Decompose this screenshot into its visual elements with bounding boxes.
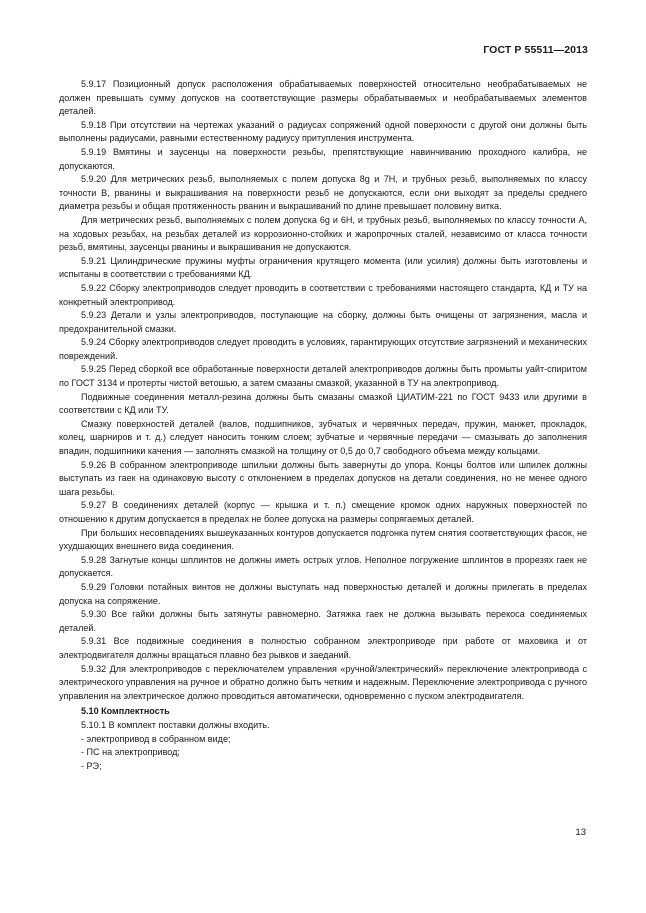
paragraph-5-9-20-cont: Для метрических резьб, выполняемых с полем допуска 6g и 6H, и трубных резьб, выполняемых по классу точности А, на ходовых резьбах, на резьбах деталей из коррозионно-стойких и жаропрочных сталей, независимо от класса точности резьб, вмятины, заусенцы рванины и выкрашивания не допускаются. — [59, 214, 587, 253]
section-intro: 5.10.1 В комплект поставки должны входить. — [81, 719, 270, 730]
list-item: - РЭ; — [81, 760, 102, 771]
paragraph-5-9-24: 5.9.24 Сборку электроприводов следует проводить в условиях, гарантирующих отсутствие загрязнений и механических повреждений. — [59, 337, 587, 361]
paragraph-5-9-21: 5.9.21 Цилиндрические пружины муфты ограничения крутящего момента (или усилия) должны быть изготовлены и испытаны в соответствии с требованиями КД. — [59, 255, 587, 280]
paragraph-5-9-30: 5.9.30 Все гайки должны быть затянуты равномерно. Затяжка гаек не должна вызывать перекоса соединяемых деталей. — [59, 609, 587, 633]
paragraph-5-9-25: 5.9.25 Перед сборкой все обработанные поверхности деталей электроприводов должны быть промыты уайт-спиритом по ГОСТ 3134 и протерты чистой ветошью, а затем смазаны смазкой, указанной в ТУ на электропривод. — [59, 364, 587, 389]
paragraph-5-9-17: 5.9.17 Позиционный допуск расположения обрабатываемых поверхностей относительно необрабатываемых не должен превышать сумму допусков на соответствующие размеры обрабатываемых и необрабатываемых элементов деталей. — [59, 79, 587, 117]
section-heading: 5.10 Комплектность — [81, 706, 170, 717]
page-number: 13 — [575, 827, 586, 838]
paragraph-5-9-23: 5.9.23 Детали и узлы электроприводов, поступающие на сборку, должны быть очищены от загрязнения, масла и предохранительной смазки. — [59, 310, 587, 334]
paragraph-5-9-31: 5.9.31 Все подвижные соединения в полностью собранном электроприводе при работе от маховика и от электродвигателя должны вращаться плавно без рывков и заеданий. — [59, 636, 587, 660]
paragraph-5-9-29: 5.9.29 Головки потайных винтов не должны выступать над поверхностью деталей и должны прилегать в пределах допуска на сопряжение. — [59, 581, 587, 606]
paragraph-5-9-27: 5.9.27 В соединениях деталей (корпус — крышка и т. п.) смещение кромок одних наружных поверхностей по отношению к другим допускается в пределах не более допуска на размеры сопрягаемых деталей. — [59, 500, 587, 524]
paragraph-5-9-20: 5.9.20 Для метрических резьб, выполняемых с полем допуска 8g и 7H, и трубных резьб, выполняемых по классу точности В, рванины и выкрашивания на поверхности резьб не допускаются, если они выходят за пределы среднего диаметра резьбы и общая протяженность рванин и выкрашиваний по длине превышает половину витка. — [59, 174, 587, 212]
paragraph-5-9-27-cont: При больших несовпадениях вышеуказанных контуров допускается подгонка путем снятия соответствующих фасок, не ухудшающих внешнего вида соединения. — [59, 527, 587, 552]
list-item: - ПС на электропривод; — [81, 747, 180, 758]
document-body — [59, 78, 587, 773]
paragraph-5-9-19: 5.9.19 Вмятины и заусенцы на поверхности резьбы, препятствующие навинчиванию проходного калибра, не допускаются. — [59, 146, 587, 171]
paragraph-5-9-22: 5.9.22 Сборку электроприводов следует проводить в соответствии с требованиями настоящего стандарта, КД и ТУ на конкретный электропривод. — [59, 282, 587, 307]
paragraph-5-9-25-lubrication: Смазку поверхностей деталей (валов, подшипников, зубчатых и червячных передач, пружин, манжет, прокладок, колец, шарниров и т. д.) следует наносить тонким слоем; зубчатые и червячные передачи — смазывать до заполнения впадин, подшипники качения — заполнять смазкой на толщину от 0,5 до 0,7 свободного объема между кольцами. — [59, 418, 587, 457]
paragraph-5-9-28: 5.9.28 Загнутые концы шплинтов не должны иметь острых углов. Неполное погружение шплинтов в прорезях гаек не допускается. — [59, 554, 587, 579]
paragraph-5-9-25-cont: Подвижные соединения металл-резина должны быть смазаны смазкой ЦИАТИМ-221 по ГОСТ 9433 или другими в соответствии с КД или ТУ. — [59, 391, 587, 416]
list-item: - электропривод в собранном виде; — [81, 733, 231, 744]
paragraph-5-9-32: 5.9.32 Для электроприводов с переключателем управления «ручной/электрический» переключение электропривода с электрического управления на ручное и обратно должно быть четким и надежным. Переключение электропривода с ручного управления на электрическое должно проводиться автоматически, одновременно с пуском электродвигателя. — [59, 663, 587, 701]
paragraph-5-9-18: 5.9.18 При отсутствии на чертежах указаний о радиусах сопряжений одной поверхности с другой они должны быть выполнены радиусами, равными естественному радиусу притупления инструмента. — [59, 119, 587, 144]
page-header-standard: ГОСТ Р 55511—2013 — [483, 44, 588, 56]
paragraph-5-9-26: 5.9.26 В собранном электроприводе шпильки должны быть завернуты до упора. Концы болтов или шпилек должны выступать из гаек на одинаковую высоту с отклонением в пределах допусков на детали соединения, но не менее одного шага резьбы. — [59, 459, 587, 497]
